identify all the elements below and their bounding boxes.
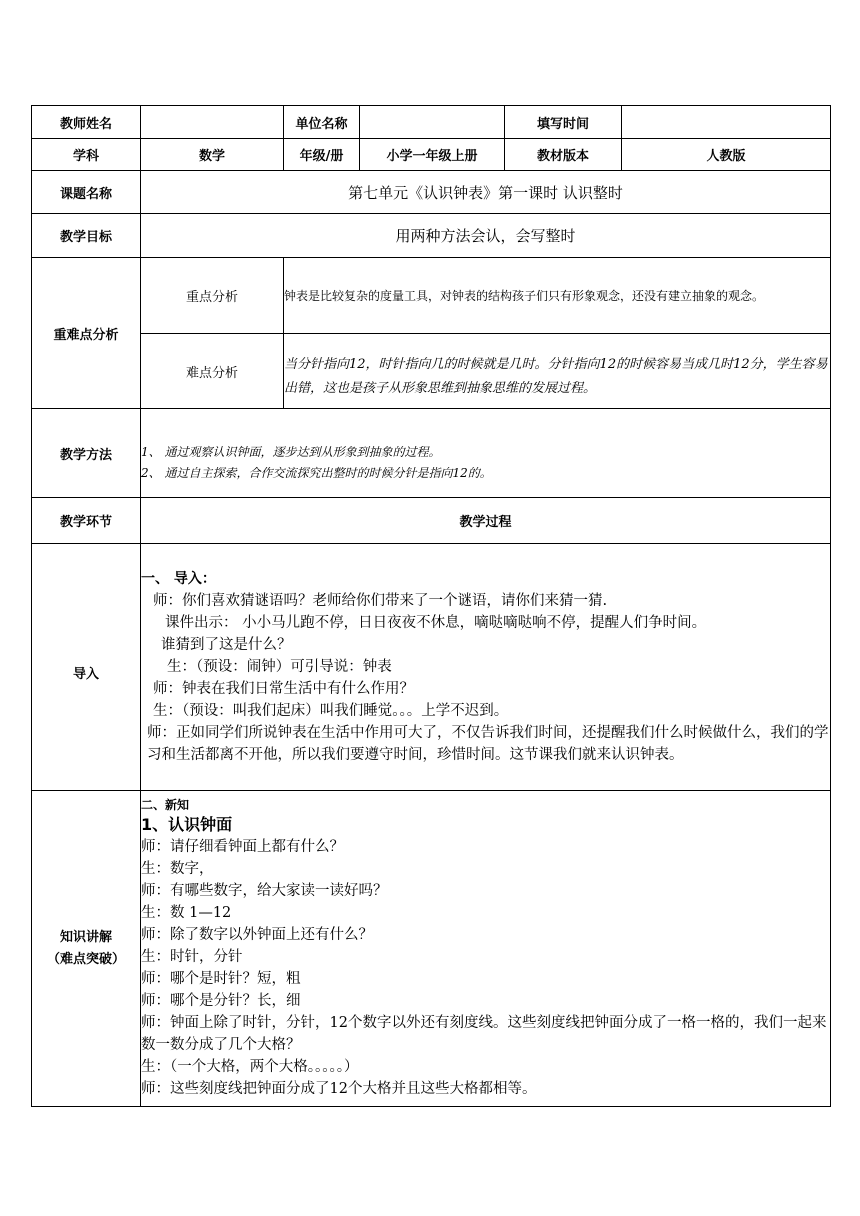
teaching-method-label: 教学方法: [32, 409, 141, 498]
teacher-name-label: 教师姓名: [32, 106, 141, 139]
subject-value: 数学: [141, 139, 284, 171]
intro-line-4: 生：（预设：闹钟）可引导说：钟表: [167, 659, 392, 675]
teacher-name-value: [141, 106, 284, 139]
fill-time-value: [622, 106, 831, 139]
teaching-method-text: [141, 409, 831, 498]
intro-line-7: 师：正如同学们所说钟表在生活中作用可大了，不仅告诉我们时间，还提醒我们什么时候做什么，我们的学习和生活都离不开他，所以我们要遵守时间，珍惜时间。这节课我们就来认识钟表。: [147, 725, 829, 763]
intro-line-2: 课件出示： 小小马儿跑不停，日日夜夜不休息，嘀哒嘀哒响不停，提醒人们争时间。: [165, 615, 707, 631]
process-header-row: [32, 498, 831, 544]
unit-name-label: 单位名称: [284, 106, 360, 139]
goal-row: [32, 214, 831, 258]
knowledge-line-6: 生：时针，分针: [141, 949, 243, 965]
intro-content: [141, 544, 831, 791]
knowledge-subtitle: 1、认识钟面: [141, 815, 233, 834]
fill-time-label: 填写时间: [505, 106, 622, 139]
knowledge-line-11: 师：这些刻度线把钟面分成了12个大格并且这些大格都相等。: [141, 1081, 537, 1097]
analysis-label: 重难点分析: [32, 258, 141, 409]
knowledge-row: [32, 791, 831, 1107]
intro-line-1: 师：你们喜欢猜谜语吗？老师给你们带来了一个谜语，请你们来猜一猜.: [153, 593, 608, 609]
knowledge-label-line-1: 知识讲解: [59, 929, 112, 945]
knowledge-line-10: 生：（一个大格，两个大格。。。。。）: [141, 1059, 359, 1075]
intro-line-5: 师：钟表在我们日常生活中有什么作用？: [153, 681, 414, 697]
knowledge-line-3: 师：有哪些数字，给大家读一读好吗？: [141, 883, 388, 899]
key-analysis-row: [32, 258, 831, 334]
key-analysis-label: 重点分析: [141, 258, 284, 334]
knowledge-label: [32, 791, 141, 1107]
teaching-goal-value: 用两种方法会认，会写整时: [141, 214, 831, 258]
hard-analysis-text: 当分针指向12，时针指向几的时候就是几时。分针指向12的时候容易当成几时12分，学生容易出错，这也是孩子从形象思维到抽象思维的发展过程。: [284, 334, 831, 409]
grade-value: 小学一年级上册: [360, 139, 505, 171]
header-row-2: [32, 139, 831, 171]
edition-value: 人教版: [622, 139, 831, 171]
teaching-goal-label: 教学目标: [32, 214, 141, 258]
intro-line-6: 生：（预设：叫我们起床）叫我们睡觉。。。上学不迟到。: [153, 703, 509, 719]
lesson-title-value: 第七单元《认识钟表》第一课时 认识整时: [141, 171, 831, 214]
key-analysis-text: 钟表是比较复杂的度量工具，对钟表的结构孩子们只有形象观念，还没有建立抽象的观念。: [284, 258, 831, 334]
intro-row: [32, 544, 831, 791]
method-row: [32, 409, 831, 498]
knowledge-label-line-2: （难点突破）: [46, 951, 125, 967]
lesson-plan-table: [31, 105, 831, 1107]
knowledge-line-2: 生：数字，: [141, 861, 214, 877]
lesson-title-label: 课题名称: [32, 171, 141, 214]
unit-name-value: [360, 106, 505, 139]
intro-title: 一、 导入：: [141, 571, 216, 587]
intro-label: 导入: [32, 544, 141, 791]
subject-label: 学科: [32, 139, 141, 171]
knowledge-line-4: 生：数 1—12: [141, 905, 232, 921]
knowledge-line-5: 师：除了数字以外钟面上还有什么？: [141, 927, 373, 943]
teaching-process-label: 教学过程: [141, 498, 831, 544]
knowledge-line-7: 师：哪个是时针？短，粗: [141, 971, 301, 987]
knowledge-content: [141, 791, 831, 1107]
knowledge-line-1: 师：请仔细看钟面上都有什么？: [141, 839, 344, 855]
hard-analysis-label: 难点分析: [141, 334, 284, 409]
knowledge-title: 二、新知: [141, 798, 190, 812]
method-line-2: 2、 通过自主探索，合作交流探究出整时的时候分针是指向12的。: [141, 466, 492, 480]
hard-analysis-row: [32, 334, 831, 409]
grade-label: 年级/册: [284, 139, 360, 171]
header-row-1: [32, 106, 831, 139]
intro-line-3: 谁猜到了这是什么？: [161, 637, 292, 653]
knowledge-line-9: 师：钟面上除了时针，分针，12个数字以外还有刻度线。这些刻度线把钟面分成了一格一格的，我们一起来数一数分成了几个大格？: [141, 1015, 827, 1053]
edition-label: 教材版本: [505, 139, 622, 171]
lesson-row: [32, 171, 831, 214]
knowledge-line-8: 师：哪个是分针？长，细: [141, 993, 301, 1009]
method-line-1: 1、 通过观察认识钟面，逐步达到从形象到抽象的过程。: [141, 445, 441, 459]
teaching-step-label: 教学环节: [32, 498, 141, 544]
